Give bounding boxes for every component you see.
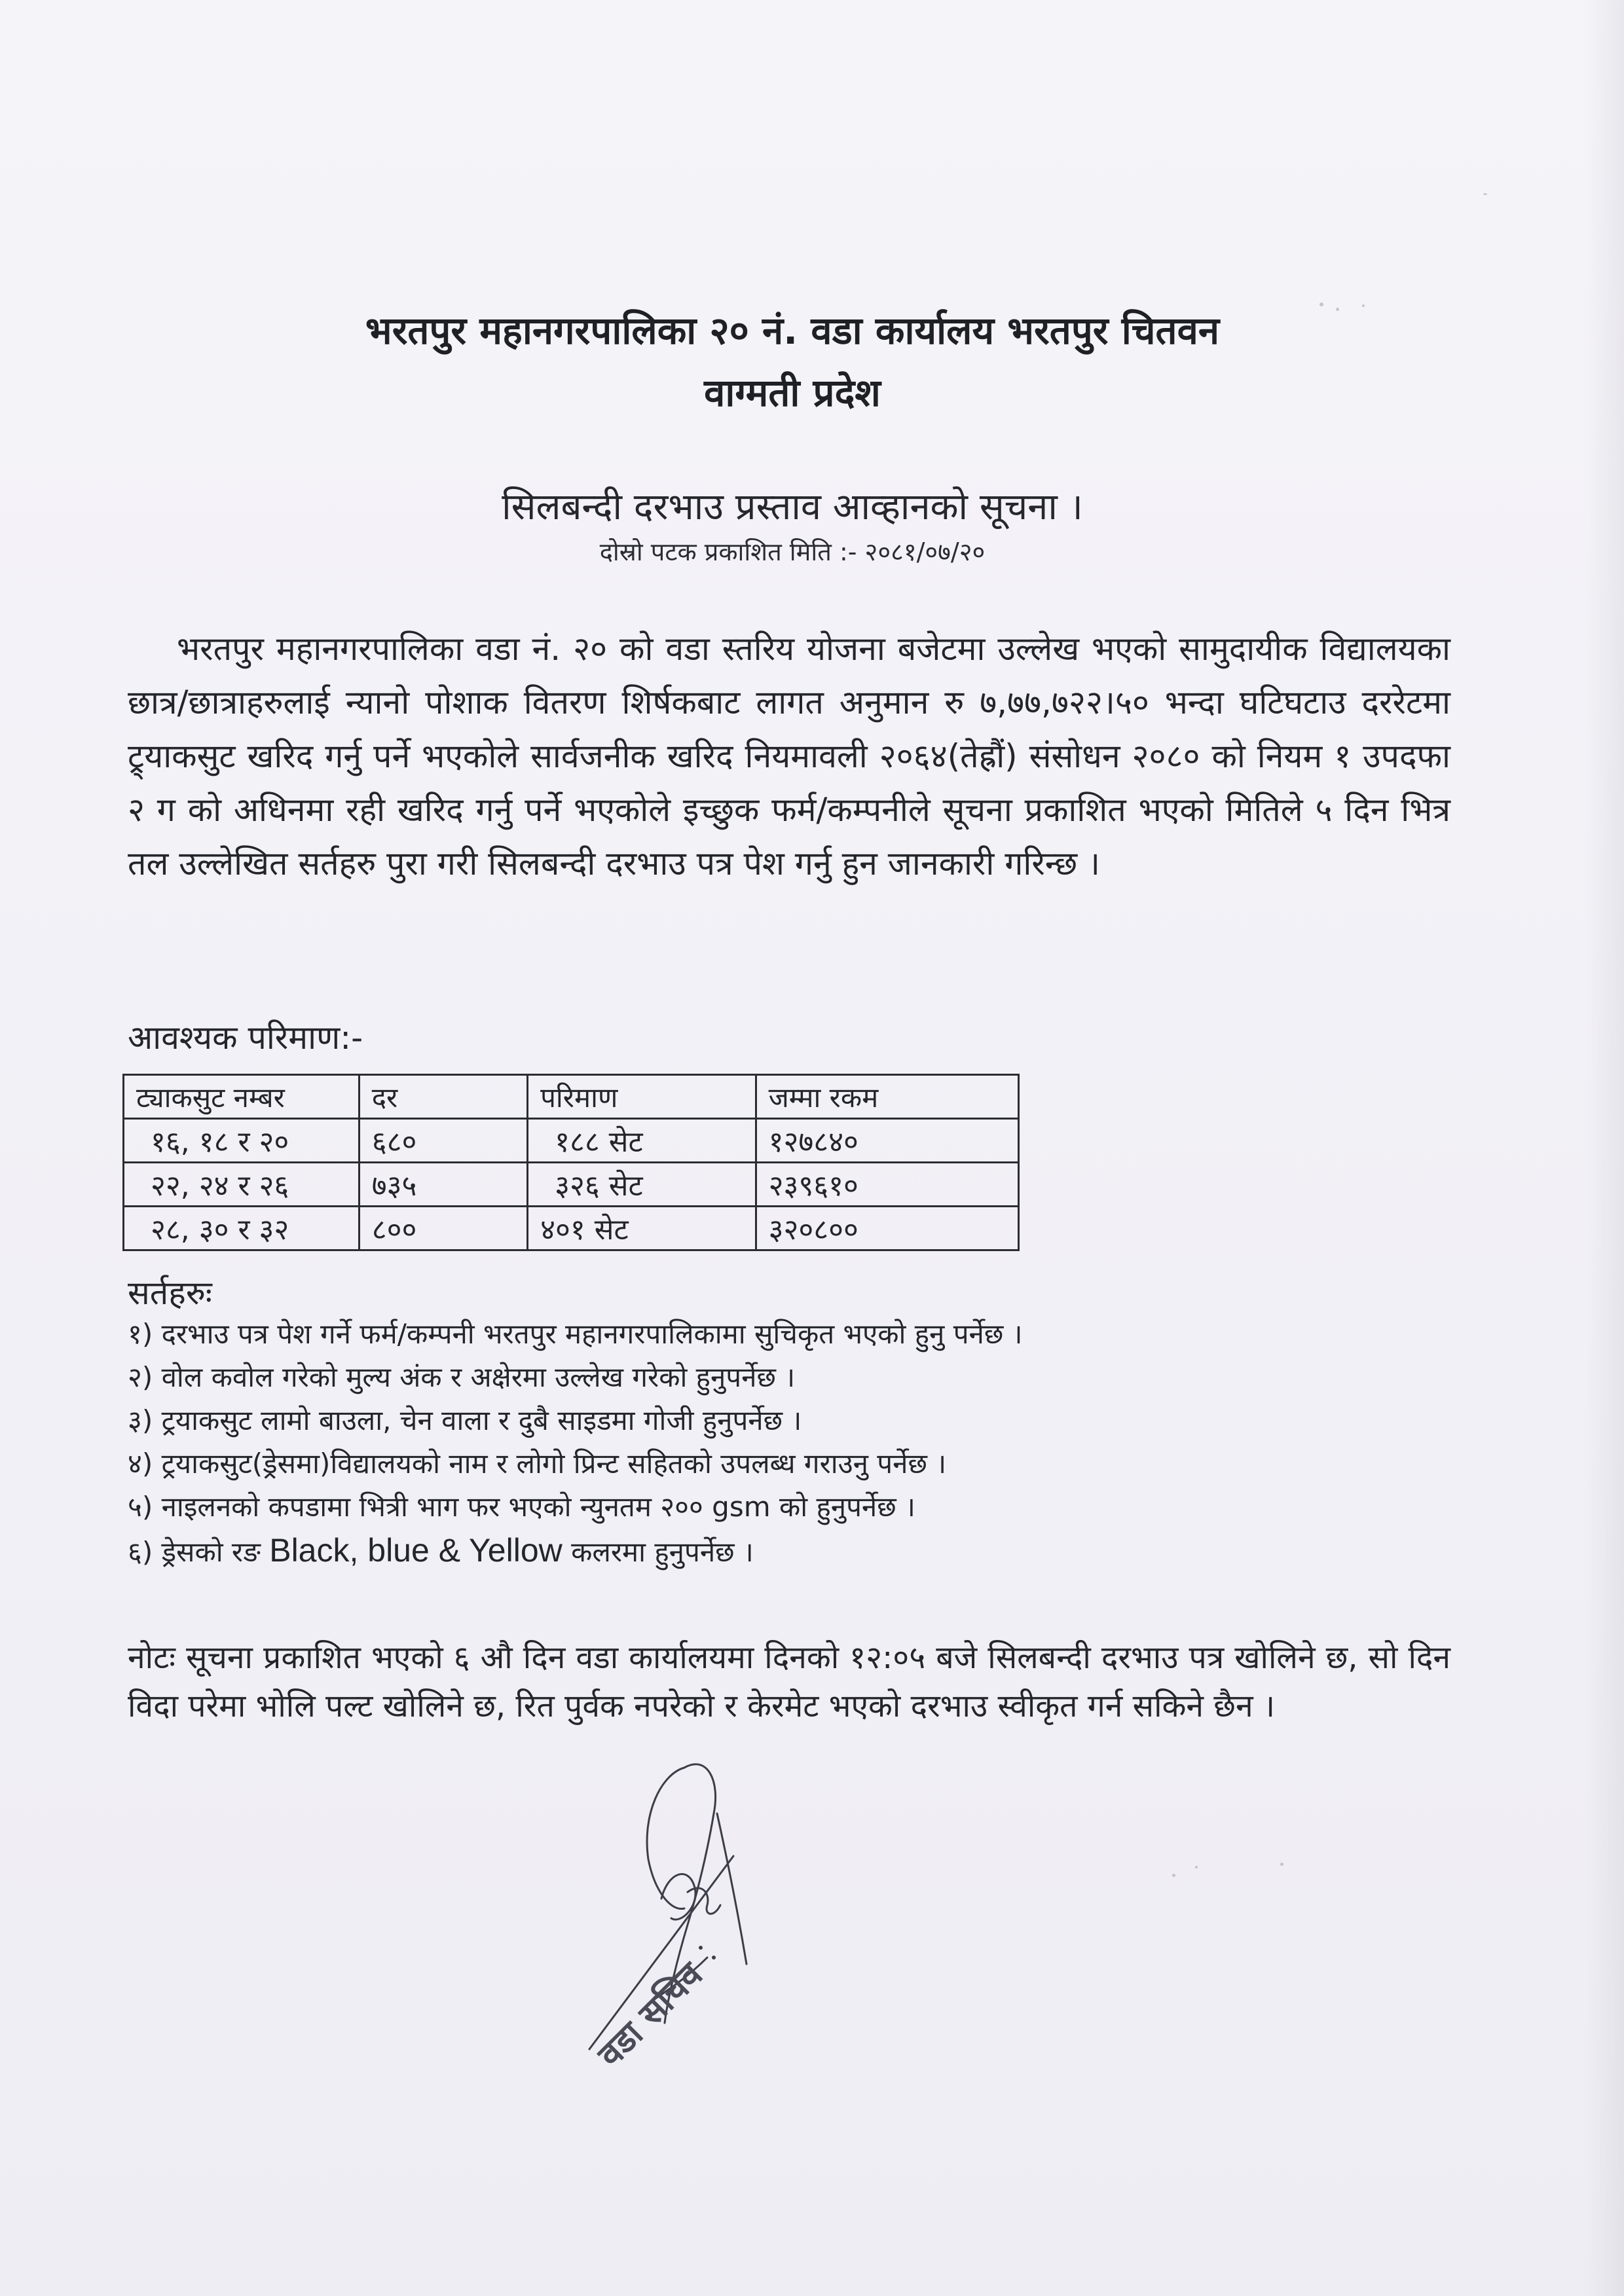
cell-quantity: ३२६ सेट: [528, 1163, 756, 1207]
scan-speck: [1280, 1863, 1283, 1866]
condition-item: २) वोल कवोल गरेको मुल्य अंक र अक्षेरमा उल्लेख गरेको हुनुपर्नेछ ।: [128, 1361, 796, 1393]
conditions-label: सर्तहरुः: [128, 1274, 212, 1312]
column-header-quantity: परिमाण: [528, 1075, 756, 1119]
cell-tracksuit-number: २८, ३० र ३२: [124, 1207, 360, 1250]
cell-tracksuit-number: १६, १८ र २०: [124, 1119, 360, 1163]
condition-item: ५) नाइलनको कपडामा भित्री भाग फर भएको न्युनतम २०० gsm को हुनुपर्नेछ ।: [128, 1491, 915, 1523]
condition-item: १) दरभाउ पत्र पेश गर्ने फर्म/कम्पनी भरतपुर महानगरपालिकामा सुचिकृत भएको हुनु पर्नेछ ।: [128, 1318, 1023, 1350]
province-heading: वाग्मती प्रदेश: [704, 371, 881, 415]
signature-title: वडा सचिव: [590, 1955, 710, 2075]
condition-color-prefix: ६) ड्रेसको रङ: [128, 1536, 261, 1568]
cell-rate: ७३५: [359, 1163, 527, 1207]
condition-item: ३) ट्रयाकसुट लामो बाउला, चेन वाला र दुबै साइडमा गोजी हुनुपर्नेछ ।: [128, 1404, 802, 1436]
cell-quantity: १८८ सेट: [528, 1119, 756, 1163]
ward-secretary-signature: [550, 1741, 825, 2082]
scan-speck: [1483, 193, 1487, 195]
condition-item-color: [128, 1529, 1450, 1572]
cell-rate: ८००: [359, 1207, 527, 1250]
condition-color-suffix: कलरमा हुनुपर्नेछ ।: [571, 1536, 754, 1568]
signature-stroke: [717, 1813, 747, 1964]
table-row: [124, 1207, 1019, 1250]
cell-total-amount: २३९६१०: [756, 1163, 1018, 1207]
column-header-total-amount: जम्मा रकम: [756, 1075, 1018, 1119]
note-paragraph: नोटः सूचना प्रकाशित भएको ६ औ दिन वडा कार्यालयमा दिनको १२:०५ बजे सिलबन्दी दरभाउ पत्र खोलिने छ, सो दिन विदा परेमा भोलि पल्ट खोलिने छ, रित पुर्वक नपरेको र केरमेट भएको दरभाउ स्वीकृत गर्न सकिने छैन ।: [128, 1639, 1450, 1724]
quantity-table: [122, 1074, 1020, 1251]
signature-dot: [712, 1956, 716, 1959]
page-edge-shadow: [1585, 0, 1624, 2296]
condition-item: ४) ट्रयाकसुट(ड्रेसमा)विद्यालयको नाम र लोगो प्रिन्ट सहितको उपलब्ध गराउनु पर्नेछ ।: [128, 1448, 947, 1480]
column-header-rate: दर: [359, 1075, 527, 1119]
scan-speck: [1195, 1866, 1198, 1868]
column-header-tracksuit-number: ट्याकसुट नम्बर: [124, 1075, 360, 1119]
signature-dot: [699, 1946, 703, 1950]
table-row: [124, 1163, 1019, 1207]
notice-title: सिलबन्दी दरभाउ प्रस्ताव आव्हानको सूचना ।: [502, 486, 1083, 528]
cell-tracksuit-number: २२, २४ र २६: [124, 1163, 360, 1207]
cell-total-amount: १२७८४०: [756, 1119, 1018, 1163]
table-header-row: [124, 1075, 1019, 1119]
cell-quantity: ४०१ सेट: [528, 1207, 756, 1250]
publication-date: दोस्रो पटक प्रकाशित मिति :- २०८१/०७/२०: [599, 538, 986, 566]
table-row: [124, 1119, 1019, 1163]
conditions-list: [128, 1313, 1450, 1572]
cell-total-amount: ३२०८००: [756, 1207, 1018, 1250]
condition-color-values: Black, blue & Yellow: [269, 1532, 563, 1569]
notice-body-paragraph: भरतपुर महानगरपालिका वडा नं. २० को वडा स्तरिय योजना बजेटमा उल्लेख भएको सामुदायीक विद्यालयका छात्र/छात्राहरुलाई न्यानो पोशाक वितरण शिर्षकबाट लागत अनुमान रु ७,७७,७२२।५० भन्दा घटिघटाउ दररेटमा ट्र्याकसुट खरिद गर्नु पर्ने भएकोले सार्वजनीक खरिद नियमावली २०६४(तेह्रौं) संसोधन २०८० को नियम १ उपदफा २ ग को अधिनमा रही खरिद गर्नु पर्ने भएकोले इच्छुक फर्म/कम्पनीले सूचना प्रकाशित भएको मितिले ५ दिन भित्र तल उल्लेखित सर्तहरु पुरा गरी सिलबन्दी दरभाउ पत्र पेश गर्नु हुन जानकारी गरिन्छ ।: [128, 630, 1450, 883]
cell-rate: ६८०: [359, 1119, 527, 1163]
required-quantity-label: आवश्यक परिमाण:-: [128, 1019, 363, 1057]
scan-speck: [1172, 1874, 1175, 1877]
office-heading: भरतपुर महानगरपालिका २० नं. वडा कार्यालय भरतपुर चितवन: [365, 308, 1220, 353]
